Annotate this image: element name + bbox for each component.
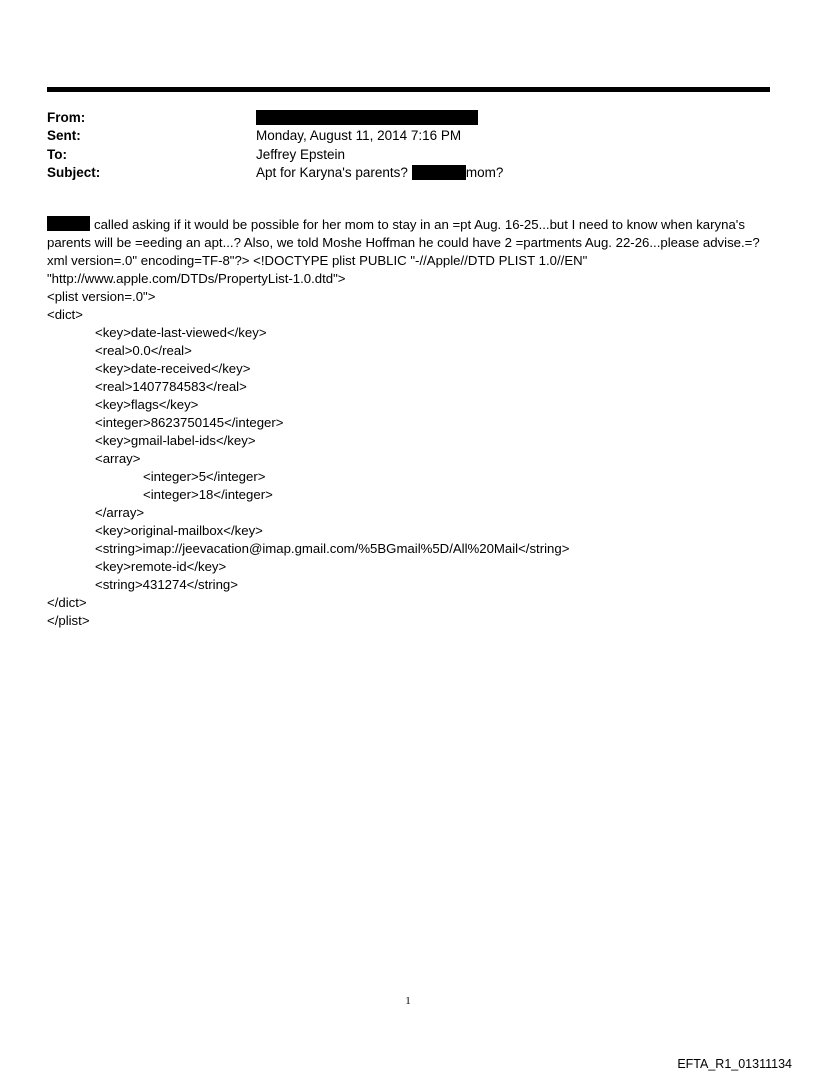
- plist-line: <string>431274</string>: [95, 577, 238, 592]
- plist-line: <key>gmail-label-ids</key>: [95, 433, 256, 448]
- plist-line: </array>: [95, 505, 145, 520]
- to-value: Jeffrey Epstein: [256, 146, 346, 162]
- sent-label: Sent:: [47, 128, 81, 144]
- plist-line: <plist version=.0">: [47, 289, 156, 304]
- plist-line: <key>remote-id</key>: [95, 559, 227, 574]
- sent-value: Monday, August 11, 2014 7:16 PM: [256, 128, 462, 144]
- plist-line: <key>date-last-viewed</key>: [95, 325, 267, 340]
- plist-line: <key>original-mailbox</key>: [95, 523, 263, 538]
- plist-line: <integer>8623750145</integer>: [95, 415, 284, 430]
- plist-line: <real>0.0</real>: [95, 343, 192, 358]
- redaction-box: [256, 110, 478, 125]
- body-paragraph-text: called asking if it would be possible for her mom to stay in an =pt Aug. 16-25...but I need to know when karyna's parents will be =eeding an apt...? Also, we told Moshe Hoffman he could have 2 =partments Aug. 22-26...please advise.=?xml version=.0" encoding=TF-8"?> <!DOCTYPE plist PUBLIC "-//Apple//DTD PLIST 1.0//EN" "http://www.apple.com/DTDs/PropertyList-1.0.dtd">: [47, 217, 760, 286]
- plist-block: [47, 288, 772, 630]
- plist-line: <integer>18</integer>: [143, 487, 273, 502]
- plist-line: <array>: [95, 451, 141, 466]
- subject-label: Subject:: [47, 165, 101, 181]
- subject-value: [256, 165, 503, 180]
- redaction-box: [47, 216, 90, 231]
- email-header: [47, 108, 770, 182]
- plist-line: </dict>: [47, 595, 87, 610]
- redaction-box: [412, 165, 466, 180]
- from-label: From:: [47, 109, 86, 125]
- page-number: 1: [405, 995, 411, 1007]
- plist-line: <real>1407784583</real>: [95, 379, 247, 394]
- email-body: [47, 216, 772, 630]
- body-paragraph: [47, 216, 772, 288]
- document-id: EFTA_R1_01311134: [677, 1057, 792, 1071]
- plist-line: <key>flags</key>: [95, 397, 199, 412]
- to-label: To:: [47, 146, 67, 162]
- to-row: [47, 145, 770, 164]
- sent-row: [47, 127, 770, 146]
- from-row: [47, 108, 770, 127]
- subject-prefix: Apt for Karyna's parents?: [256, 165, 408, 181]
- plist-line: <string>imap://jeevacation@imap.gmail.com/%5BGmail%5D/All%20Mail</string>: [95, 541, 570, 556]
- plist-line: <dict>: [47, 307, 83, 322]
- header-divider: [47, 87, 770, 92]
- plist-line: </plist>: [47, 613, 90, 628]
- subject-suffix: mom?: [465, 165, 504, 181]
- from-value: [256, 110, 478, 125]
- plist-line: <integer>5</integer>: [143, 469, 266, 484]
- plist-line: <key>date-received</key>: [95, 361, 251, 376]
- subject-row: [47, 164, 770, 183]
